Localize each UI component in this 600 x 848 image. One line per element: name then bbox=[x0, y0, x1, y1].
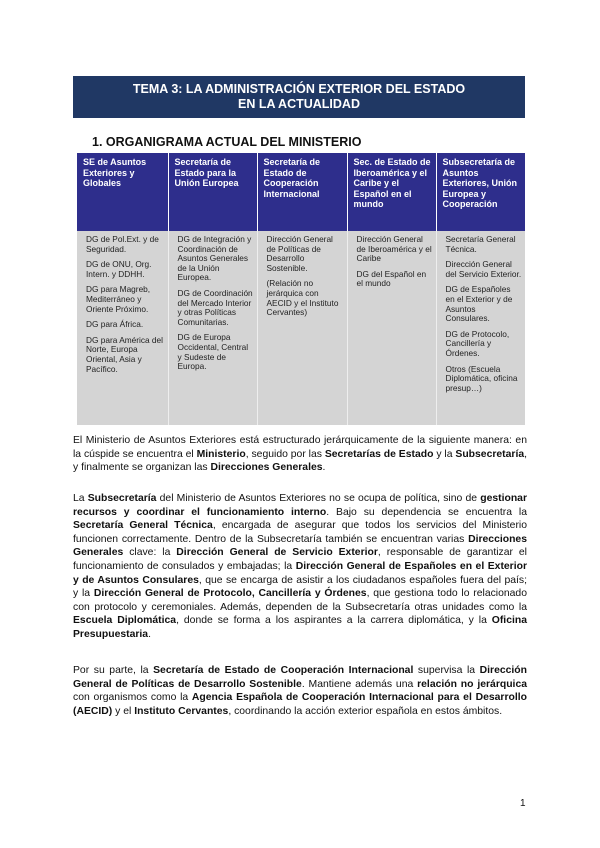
org-chart-header-row bbox=[77, 153, 525, 231]
org-entry: DG de Españoles en el Exterior y de Asuntos Consulares. bbox=[445, 284, 513, 324]
bold-term: Subsecretaría bbox=[87, 493, 157, 504]
text-run: con organismos como la bbox=[73, 692, 192, 704]
paragraph-cooperacion bbox=[73, 664, 527, 718]
text-run: . Bajo su dependencia se encuentra la bbox=[326, 506, 527, 518]
title-line-2: EN LA ACTUALIDAD bbox=[238, 97, 360, 111]
bold-term: gestionar recursos y coordinar el funcionamiento interno bbox=[73, 493, 527, 518]
org-header-prefix: SE bbox=[83, 157, 96, 167]
org-entry: Otros (Escuela Diplomática, oficina presup…) bbox=[445, 363, 518, 393]
bold-term: Secretaría General Técnica bbox=[73, 520, 213, 532]
bold-term: Dirección General de Políticas de Desarrollo Sostenible bbox=[73, 665, 527, 690]
paragraph-structure bbox=[73, 434, 527, 475]
bold-term: Secretaría de Estado de Cooperación Internacional bbox=[153, 665, 414, 676]
text-run: , encargada de asegurar que todos los servicios del Ministerio funcionen correctamente. Dentro de la Subsecretaría también se encuentran varias bbox=[73, 520, 527, 545]
org-chart-body-row bbox=[77, 231, 525, 425]
org-entry: Dirección General de Políticas de Desarrollo Sostenible. bbox=[266, 234, 333, 273]
org-header-se-iberoamerica: Sec. de Estado de Iberoamérica y el Caribe y el Español en el mundo bbox=[347, 153, 436, 231]
org-entry: (Relación no jerárquica con AECID y el Instituto Cervantes) bbox=[266, 278, 339, 318]
text-run: y la bbox=[433, 448, 456, 460]
text-run: . bbox=[148, 628, 151, 640]
section-heading: 1. ORGANIGRAMA ACTUAL DEL MINISTERIO bbox=[92, 135, 362, 149]
bold-term: Agencia Española de Cooperación Internacional para el Desarrollo (AECID) bbox=[73, 692, 527, 717]
org-entry: DG de Europa Occidental, Central y Sudeste de Europa. bbox=[177, 332, 249, 372]
text-run: , seguido por las bbox=[245, 448, 325, 460]
org-cell-subsecretaria bbox=[436, 231, 525, 425]
org-entry: DG de Protocolo, Cancillería y Órdenes. bbox=[445, 328, 510, 358]
org-chart-table bbox=[77, 153, 525, 425]
org-entry: DG de Integración y Coordinación de Asuntos Generales de la Unión Europea. bbox=[177, 234, 252, 283]
title-line-1: TEMA 3: LA ADMINISTRACIÓN EXTERIOR DEL ESTADO bbox=[132, 82, 466, 96]
bold-term: Subsecretaría bbox=[455, 448, 525, 460]
org-entry: DG para África. bbox=[86, 319, 144, 330]
org-entry: DG de Coordinación del Mercado Interior y otras Políticas Comunitarias. bbox=[177, 287, 253, 327]
org-entry: DG de Pol.Ext. y de Seguridad. bbox=[86, 234, 159, 254]
bold-term: Oficina Presupuestaria bbox=[73, 615, 527, 640]
text-run: . bbox=[322, 462, 326, 474]
bold-term: Dirección General de Servicio Exterior bbox=[176, 547, 378, 559]
text-run: del Ministerio de Asuntos Exteriores no se ocupa de política, sino de bbox=[156, 493, 481, 504]
bold-term: Direcciones Generales bbox=[210, 462, 323, 474]
org-cell-se-iberoamerica bbox=[347, 231, 436, 425]
page-number: 1 bbox=[520, 798, 526, 809]
org-header-se-ue: Secretaría de Estado para la Unión Europea bbox=[168, 153, 257, 231]
org-cell-se-cooperacion bbox=[257, 231, 347, 425]
org-entry: Dirección General del Servicio Exterior. bbox=[445, 259, 522, 279]
bold-term: Instituto Cervantes bbox=[134, 705, 229, 717]
text-run: , coordinando la acción exterior española en estos ámbitos. bbox=[228, 705, 503, 717]
org-header-subsecretaria: Subsecretaría de Asuntos Exteriores, Unión Europea y Cooperación bbox=[436, 153, 525, 231]
text-run: , y finalmente se organizan las bbox=[73, 448, 528, 474]
org-header-text: de Asuntos Exteriores y Globales bbox=[83, 157, 147, 188]
org-entry: Dirección General de Iberoamérica y el Caribe bbox=[356, 234, 432, 264]
text-run: El Ministerio de Asuntos Exteriores está estructurado jerárquicamente de la siguiente manera: en la cúspide se encuentra el bbox=[73, 435, 527, 460]
text-run: , que se encarga de asistir a los ciudadanos españoles fuera del país; y la bbox=[73, 574, 527, 600]
bold-term: Direcciones Generales bbox=[73, 533, 527, 559]
org-header-se-exteriores bbox=[77, 153, 168, 231]
text-run: Por su parte, la bbox=[73, 665, 154, 676]
org-entry: DG para América del Norte, Europa Oriental, Asia y Pacífico. bbox=[86, 334, 164, 374]
title-banner bbox=[73, 76, 525, 118]
text-run: , donde se forma a los aspirantes a la carrera diplomática, y la bbox=[176, 615, 492, 627]
org-cell-se-exteriores bbox=[77, 231, 168, 425]
text-run: y el bbox=[112, 705, 135, 717]
org-entry: Secretaría General Técnica. bbox=[445, 234, 516, 254]
bold-term: Dirección General de Protocolo, Cancillería y Órdenes bbox=[93, 588, 367, 600]
org-entry: DG del Español en el mundo bbox=[356, 268, 427, 289]
org-cell-se-ue bbox=[168, 231, 257, 425]
bold-term: Ministerio bbox=[196, 448, 246, 460]
org-entry: DG de ONU, Org. Intern. y DDHH. bbox=[86, 259, 152, 279]
text-run: supervisa la bbox=[413, 665, 480, 676]
org-entry: DG para Magreb, Mediterráneo y Oriente Próximo. bbox=[86, 284, 151, 314]
bold-term: Dirección General de Españoles en el Exterior y de Asuntos Consulares bbox=[73, 560, 528, 586]
text-run: , responsable de garantizar el funcionamiento de consulados y embajadas; la bbox=[73, 547, 527, 572]
text-run: clave: la bbox=[123, 547, 177, 559]
bold-term: Escuela Diplomática bbox=[73, 615, 177, 627]
text-run: La bbox=[73, 493, 88, 504]
text-run: . Mantiene además una bbox=[301, 678, 418, 690]
bold-term: Secretarías de Estado bbox=[324, 448, 434, 460]
paragraph-subsecretaria bbox=[73, 492, 527, 642]
org-header-se-cooperacion: Secretaría de Estado de Cooperación Internacional bbox=[257, 153, 347, 231]
text-run: , que gestiona todo lo relacionado con protocolo y ceremoniales. Además, dependen de la Subsecretaría otras unidades como la bbox=[73, 588, 527, 613]
bold-term: relación no jerárquica bbox=[417, 678, 527, 690]
